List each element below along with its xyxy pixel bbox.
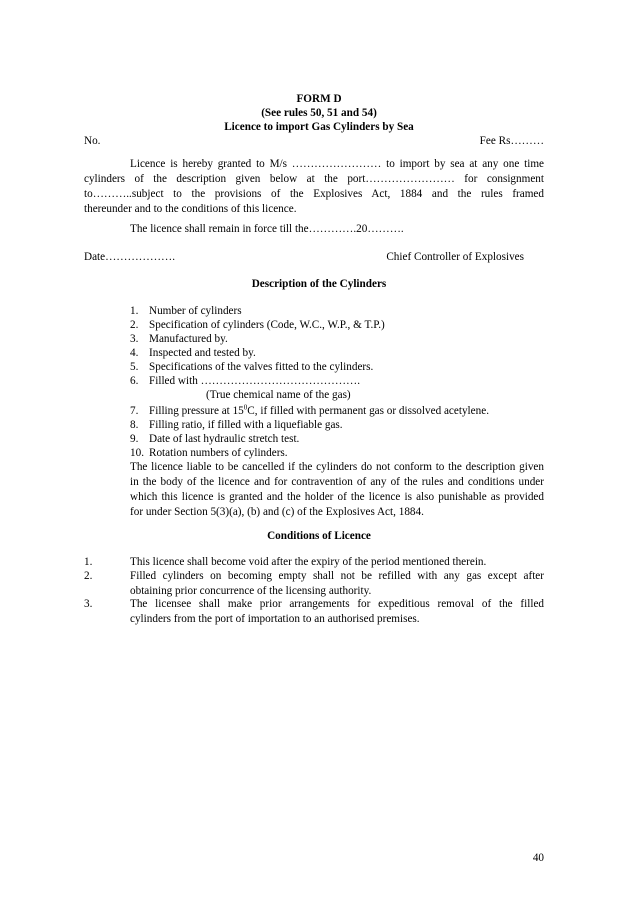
list-item: Number of cylinders (149, 305, 242, 317)
condition-number: 1. (84, 556, 93, 568)
validity-text: The licence shall remain in force till the………….20………. (130, 223, 404, 235)
rules-reference: (See rules 50, 51 and 54) (261, 107, 377, 119)
list-item: Date of last hydraulic stretch test. (149, 433, 300, 445)
filling-pressure-text: Filling pressure at 15 (149, 405, 244, 417)
list-number: 1. (130, 305, 139, 317)
condition-item (130, 597, 544, 627)
condition-item (130, 569, 544, 599)
form-title: FORM D (296, 93, 342, 105)
note-line-3: which this licence is granted and the holder of the licence is also punishable as provided (130, 491, 544, 503)
list-item (149, 404, 489, 419)
list-item: Specifications of the valves fitted to the cylinders. (149, 361, 374, 373)
condition-number: 3. (84, 598, 93, 610)
grant-paragraph (84, 157, 544, 217)
list-item: Rotation numbers of cylinders. (149, 447, 288, 459)
list-item: Filled with ……………………………………. (149, 375, 361, 387)
description-heading: Description of the Cylinders (251, 278, 387, 290)
list-number: 3. (130, 333, 139, 345)
list-number: 8. (130, 419, 139, 431)
list-item: Manufactured by. (149, 333, 228, 345)
list-number: 5. (130, 361, 139, 373)
note-line-4: for under Section 5(3)(a), (b) and (c) of the Explosives Act, 1884. (130, 506, 424, 518)
note-line-1: The licence liable to be cancelled if the cylinders do not conform to the description given (130, 461, 544, 473)
page-number: 40 (532, 852, 544, 864)
condition-item (130, 555, 544, 570)
grant-line-3: to………..subject to the provisions of the Explosives Act, 1884 and the rules framed (84, 188, 544, 200)
list-item: Specification of cylinders (Code, W.C., W.P., & T.P.) (149, 319, 385, 331)
list-number: 9. (130, 433, 139, 445)
list-number: 6. (130, 375, 139, 387)
list-item: Inspected and tested by. (149, 347, 256, 359)
licence-title: Licence to import Gas Cylinders by Sea (224, 121, 414, 133)
list-number: 2. (130, 319, 139, 331)
grant-line-2: cylinders of the description given below at the port…………………… for consignment (84, 173, 544, 185)
condition-line: The licensee shall make prior arrangements for expeditious removal of the filled (130, 598, 544, 610)
fee-label: Fee Rs……… (479, 135, 544, 147)
grant-line-4: thereunder and to the conditions of this licence. (84, 203, 297, 215)
conditions-heading: Conditions of Licence (267, 530, 371, 542)
condition-line: cylinders from the port of importation to an authorised premises. (130, 613, 420, 625)
condition-line: This licence shall become void after the expiry of the period mentioned therein. (130, 556, 487, 568)
signing-authority: Chief Controller of Explosives (386, 251, 524, 263)
cancellation-note (130, 460, 544, 520)
list-number: 10. (130, 447, 144, 459)
condition-line: obtaining prior concurrence of the licensing authority. (130, 585, 372, 597)
grant-line-1: Licence is hereby granted to M/s …………………… to import by sea at any one time (130, 158, 544, 170)
note-line-2: in the body of the licence and for contravention of any of the rules and conditions under (130, 476, 544, 488)
list-item: Filling ratio, if filled with a liquefiable gas. (149, 419, 343, 431)
list-number: 4. (130, 347, 139, 359)
date-label: Date………………. (84, 251, 176, 263)
gas-name-caption: (True chemical name of the gas) (206, 389, 351, 401)
degree-superscript: 0 (243, 403, 248, 412)
list-number: 7. (130, 405, 139, 417)
condition-line: Filled cylinders on becoming empty shall not be refilled with any gas except after (130, 570, 544, 582)
filling-pressure-text-rest: C, if filled with permanent gas or dissolved acetylene. (247, 405, 489, 417)
licence-number-label: No. (84, 135, 101, 147)
condition-number: 2. (84, 570, 93, 582)
